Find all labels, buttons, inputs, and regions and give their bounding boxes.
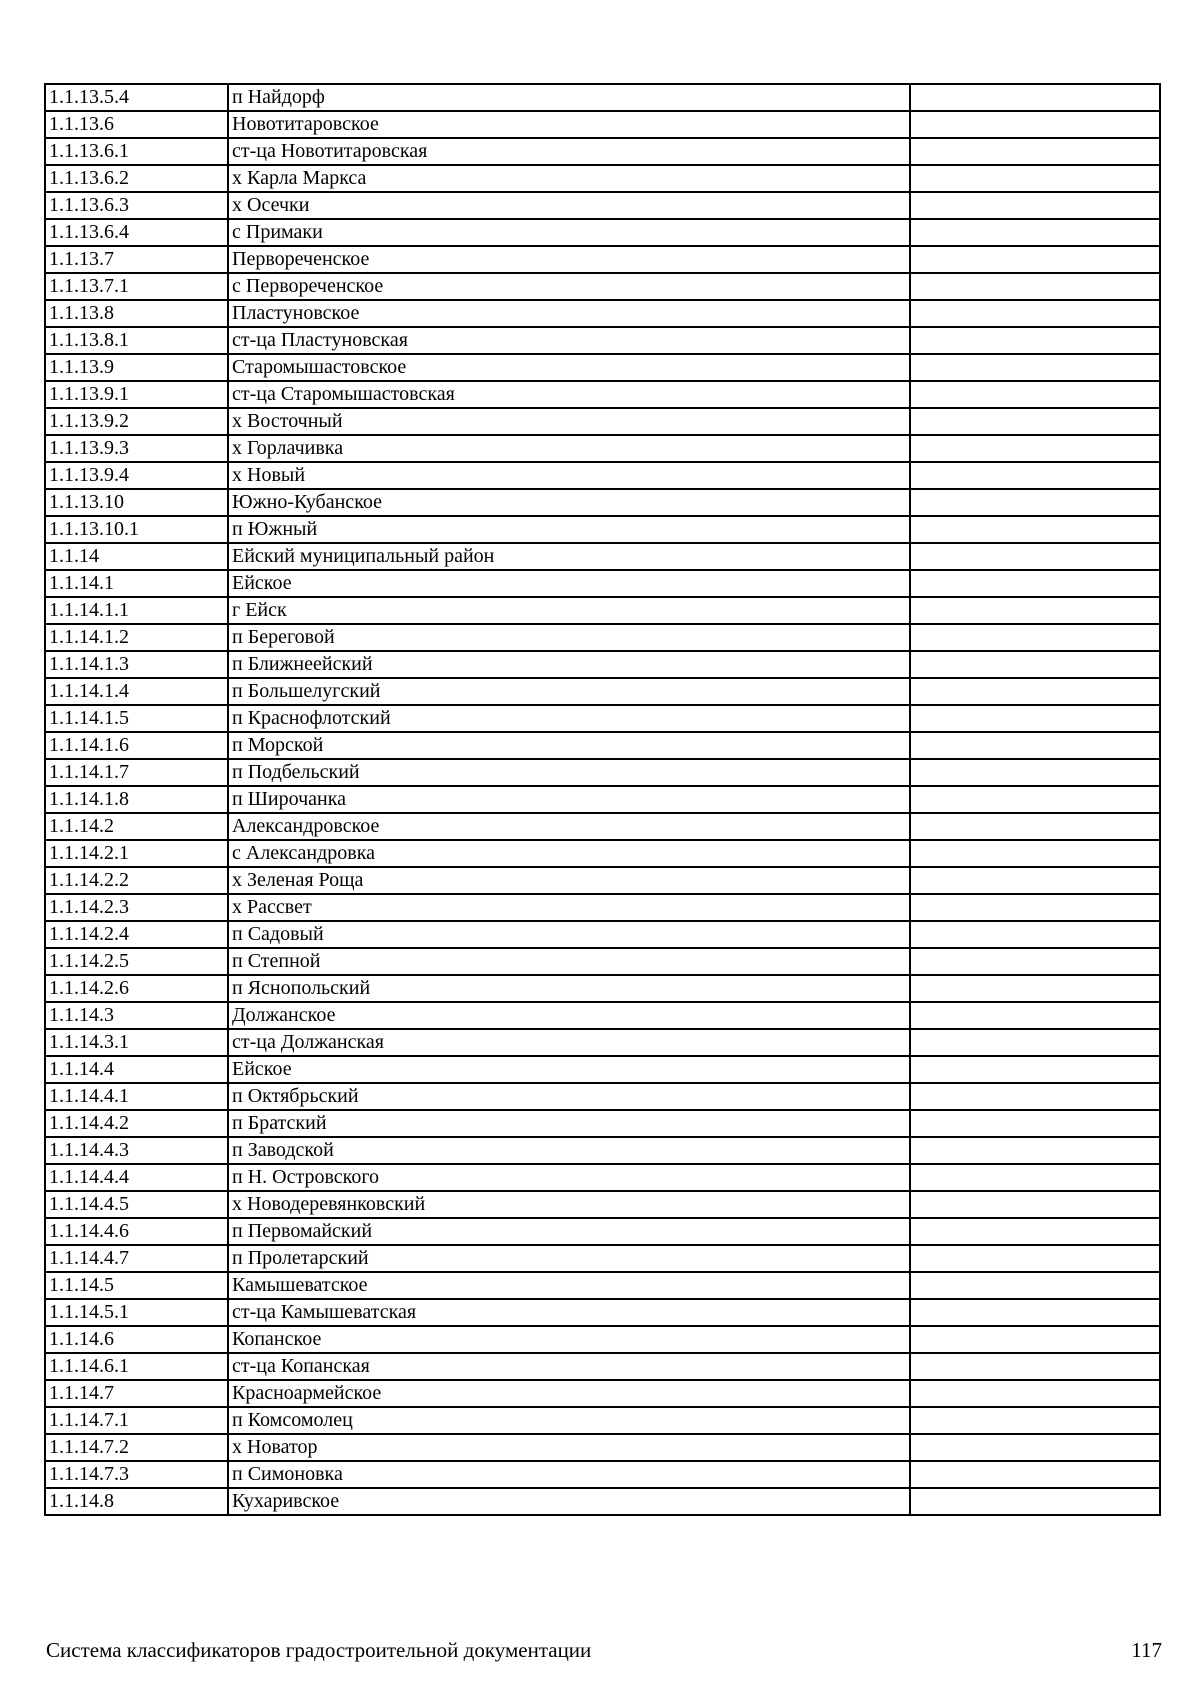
table-row — [45, 327, 1160, 354]
classifier-code-cell: 1.1.14.2.2 — [45, 867, 228, 894]
table-row — [45, 732, 1160, 759]
empty-cell — [910, 1056, 1160, 1083]
table-row — [45, 1434, 1160, 1461]
table-row — [45, 678, 1160, 705]
empty-cell — [910, 786, 1160, 813]
table-row — [45, 165, 1160, 192]
empty-cell — [910, 1137, 1160, 1164]
classifier-code-cell: 1.1.14.6 — [45, 1326, 228, 1353]
empty-cell — [910, 1461, 1160, 1488]
settlement-name-cell: ст-ца Новотитаровская — [228, 138, 910, 165]
table-row — [45, 1245, 1160, 1272]
settlement-name-cell: п Октябрьский — [228, 1083, 910, 1110]
empty-cell — [910, 1029, 1160, 1056]
empty-cell — [910, 192, 1160, 219]
settlement-name-cell: п Первомайский — [228, 1218, 910, 1245]
empty-cell — [910, 1272, 1160, 1299]
empty-cell — [910, 840, 1160, 867]
classifier-code-cell: 1.1.13.9.4 — [45, 462, 228, 489]
empty-cell — [910, 813, 1160, 840]
classifier-code-cell: 1.1.13.8 — [45, 300, 228, 327]
settlement-name-cell: п Заводской — [228, 1137, 910, 1164]
settlement-name-cell: Пластуновское — [228, 300, 910, 327]
settlement-name-cell: х Новатор — [228, 1434, 910, 1461]
empty-cell — [910, 1380, 1160, 1407]
classifier-code-cell: 1.1.14 — [45, 543, 228, 570]
table-row — [45, 1056, 1160, 1083]
settlement-name-cell: п Братский — [228, 1110, 910, 1137]
classifier-code-cell: 1.1.14.2.4 — [45, 921, 228, 948]
empty-cell — [910, 921, 1160, 948]
settlement-name-cell: п Найдорф — [228, 84, 910, 111]
settlement-name-cell: Ейский муниципальный район — [228, 543, 910, 570]
table-row — [45, 1299, 1160, 1326]
table-row — [45, 1407, 1160, 1434]
table-row — [45, 894, 1160, 921]
table-row — [45, 1002, 1160, 1029]
settlement-name-cell: с Первореченское — [228, 273, 910, 300]
classifier-code-cell: 1.1.14.3.1 — [45, 1029, 228, 1056]
empty-cell — [910, 300, 1160, 327]
classifier-code-cell: 1.1.14.4.6 — [45, 1218, 228, 1245]
empty-cell — [910, 1083, 1160, 1110]
empty-cell — [910, 489, 1160, 516]
settlement-name-cell: п Береговой — [228, 624, 910, 651]
empty-cell — [910, 1488, 1160, 1515]
classifier-code-cell: 1.1.13.6.4 — [45, 219, 228, 246]
settlement-name-cell: п Степной — [228, 948, 910, 975]
table-row — [45, 1272, 1160, 1299]
table-row — [45, 1353, 1160, 1380]
classifier-code-cell: 1.1.14.4.4 — [45, 1164, 228, 1191]
settlement-name-cell: п Подбельский — [228, 759, 910, 786]
classifier-code-cell: 1.1.13.7 — [45, 246, 228, 273]
empty-cell — [910, 894, 1160, 921]
settlement-name-cell: п Морской — [228, 732, 910, 759]
empty-cell — [910, 1110, 1160, 1137]
classifier-code-cell: 1.1.14.4.5 — [45, 1191, 228, 1218]
empty-cell — [910, 435, 1160, 462]
classifier-code-cell: 1.1.13.5.4 — [45, 84, 228, 111]
settlement-name-cell: х Осечки — [228, 192, 910, 219]
table-row — [45, 975, 1160, 1002]
classifier-code-cell: 1.1.14.7.2 — [45, 1434, 228, 1461]
empty-cell — [910, 867, 1160, 894]
empty-cell — [910, 570, 1160, 597]
empty-cell — [910, 624, 1160, 651]
settlement-name-cell: ст-ца Камышеватская — [228, 1299, 910, 1326]
table-row — [45, 1191, 1160, 1218]
table-row — [45, 516, 1160, 543]
settlement-name-cell: Южно-Кубанское — [228, 489, 910, 516]
table-row — [45, 138, 1160, 165]
table-row — [45, 570, 1160, 597]
empty-cell — [910, 1326, 1160, 1353]
classifier-code-cell: 1.1.14.7 — [45, 1380, 228, 1407]
table-row — [45, 435, 1160, 462]
empty-cell — [910, 1218, 1160, 1245]
empty-cell — [910, 732, 1160, 759]
page-number: 117 — [1131, 1638, 1162, 1662]
empty-cell — [910, 1434, 1160, 1461]
settlement-name-cell: х Восточный — [228, 408, 910, 435]
empty-cell — [910, 408, 1160, 435]
table-row — [45, 1137, 1160, 1164]
table-row — [45, 840, 1160, 867]
table-row — [45, 705, 1160, 732]
classifier-code-cell: 1.1.14.1.2 — [45, 624, 228, 651]
empty-cell — [910, 111, 1160, 138]
empty-cell — [910, 543, 1160, 570]
table-row — [45, 651, 1160, 678]
settlement-name-cell: ст-ца Старомышастовская — [228, 381, 910, 408]
empty-cell — [910, 975, 1160, 1002]
settlement-name-cell: Должанское — [228, 1002, 910, 1029]
classifier-code-cell: 1.1.14.1.3 — [45, 651, 228, 678]
table-row — [45, 597, 1160, 624]
table-row — [45, 921, 1160, 948]
classifier-code-cell: 1.1.14.1.6 — [45, 732, 228, 759]
classifier-code-cell: 1.1.14.2.1 — [45, 840, 228, 867]
settlement-name-cell: х Горлачивка — [228, 435, 910, 462]
table-row — [45, 1164, 1160, 1191]
classifier-code-cell: 1.1.13.7.1 — [45, 273, 228, 300]
settlement-name-cell: Новотитаровское — [228, 111, 910, 138]
table-row — [45, 948, 1160, 975]
classifier-code-cell: 1.1.13.9.2 — [45, 408, 228, 435]
empty-cell — [910, 1245, 1160, 1272]
table-row — [45, 489, 1160, 516]
classifier-code-cell: 1.1.14.1 — [45, 570, 228, 597]
table-row — [45, 759, 1160, 786]
empty-cell — [910, 1002, 1160, 1029]
settlement-name-cell: х Новый — [228, 462, 910, 489]
table-row — [45, 1488, 1160, 1515]
table-row — [45, 1380, 1160, 1407]
classifier-table — [44, 83, 1161, 1516]
table-row — [45, 246, 1160, 273]
table-row — [45, 1461, 1160, 1488]
classifier-code-cell: 1.1.14.1.8 — [45, 786, 228, 813]
classifier-code-cell: 1.1.13.6 — [45, 111, 228, 138]
empty-cell — [910, 354, 1160, 381]
empty-cell — [910, 273, 1160, 300]
empty-cell — [910, 1299, 1160, 1326]
empty-cell — [910, 651, 1160, 678]
classifier-code-cell: 1.1.14.1.4 — [45, 678, 228, 705]
table-row — [45, 1083, 1160, 1110]
empty-cell — [910, 219, 1160, 246]
settlement-name-cell: п Широчанка — [228, 786, 910, 813]
classifier-code-cell: 1.1.14.2 — [45, 813, 228, 840]
settlement-name-cell: ст-ца Пластуновская — [228, 327, 910, 354]
table-row — [45, 1029, 1160, 1056]
classifier-code-cell: 1.1.14.4.3 — [45, 1137, 228, 1164]
table-row — [45, 543, 1160, 570]
classifier-code-cell: 1.1.14.2.3 — [45, 894, 228, 921]
table-row — [45, 1326, 1160, 1353]
settlement-name-cell: п Садовый — [228, 921, 910, 948]
settlement-name-cell: х Новодеревянковский — [228, 1191, 910, 1218]
empty-cell — [910, 138, 1160, 165]
settlement-name-cell: п Комсомолец — [228, 1407, 910, 1434]
table-row — [45, 462, 1160, 489]
classifier-code-cell: 1.1.13.9.1 — [45, 381, 228, 408]
settlement-name-cell: ст-ца Копанская — [228, 1353, 910, 1380]
empty-cell — [910, 1353, 1160, 1380]
settlement-name-cell: х Зеленая Роща — [228, 867, 910, 894]
empty-cell — [910, 84, 1160, 111]
settlement-name-cell: п Ближнеейский — [228, 651, 910, 678]
classifier-code-cell: 1.1.13.8.1 — [45, 327, 228, 354]
classifier-code-cell: 1.1.14.1.1 — [45, 597, 228, 624]
classifier-code-cell: 1.1.14.1.7 — [45, 759, 228, 786]
classifier-code-cell: 1.1.14.5.1 — [45, 1299, 228, 1326]
classifier-code-cell: 1.1.14.7.1 — [45, 1407, 228, 1434]
classifier-code-cell: 1.1.13.10.1 — [45, 516, 228, 543]
table-row — [45, 219, 1160, 246]
settlement-name-cell: п Большелугский — [228, 678, 910, 705]
classifier-code-cell: 1.1.14.4.2 — [45, 1110, 228, 1137]
settlement-name-cell: п Южный — [228, 516, 910, 543]
classifier-code-cell: 1.1.13.6.3 — [45, 192, 228, 219]
table-row — [45, 867, 1160, 894]
table-row — [45, 273, 1160, 300]
classifier-code-cell: 1.1.13.9 — [45, 354, 228, 381]
settlement-name-cell: Копанское — [228, 1326, 910, 1353]
settlement-name-cell: п Яснопольский — [228, 975, 910, 1002]
empty-cell — [910, 1164, 1160, 1191]
settlement-name-cell: Первореченское — [228, 246, 910, 273]
empty-cell — [910, 327, 1160, 354]
table-row — [45, 624, 1160, 651]
settlement-name-cell: Ейское — [228, 570, 910, 597]
table-row — [45, 408, 1160, 435]
classifier-code-cell: 1.1.13.10 — [45, 489, 228, 516]
empty-cell — [910, 1191, 1160, 1218]
empty-cell — [910, 759, 1160, 786]
empty-cell — [910, 516, 1160, 543]
table-row — [45, 381, 1160, 408]
footer-title: Система классификаторов градостроительной документации — [46, 1638, 592, 1662]
empty-cell — [910, 165, 1160, 192]
settlement-name-cell: п Симоновка — [228, 1461, 910, 1488]
table-row — [45, 813, 1160, 840]
table-row — [45, 300, 1160, 327]
table-row — [45, 1110, 1160, 1137]
classifier-code-cell: 1.1.14.7.3 — [45, 1461, 228, 1488]
settlement-name-cell: Красноармейское — [228, 1380, 910, 1407]
settlement-name-cell: Александровское — [228, 813, 910, 840]
classifier-code-cell: 1.1.14.2.5 — [45, 948, 228, 975]
table-row — [45, 354, 1160, 381]
table-row — [45, 786, 1160, 813]
classifier-code-cell: 1.1.13.6.2 — [45, 165, 228, 192]
empty-cell — [910, 381, 1160, 408]
settlement-name-cell: п Краснофлотский — [228, 705, 910, 732]
classifier-code-cell: 1.1.14.4.1 — [45, 1083, 228, 1110]
settlement-name-cell: Ейское — [228, 1056, 910, 1083]
empty-cell — [910, 1407, 1160, 1434]
settlement-name-cell: г Ейск — [228, 597, 910, 624]
empty-cell — [910, 462, 1160, 489]
classifier-code-cell: 1.1.14.5 — [45, 1272, 228, 1299]
table-row — [45, 84, 1160, 111]
settlement-name-cell: Старомышастовское — [228, 354, 910, 381]
classifier-code-cell: 1.1.14.4 — [45, 1056, 228, 1083]
classifier-code-cell: 1.1.13.6.1 — [45, 138, 228, 165]
settlement-name-cell: с Примаки — [228, 219, 910, 246]
settlement-name-cell: п Пролетарский — [228, 1245, 910, 1272]
settlement-name-cell: с Александровка — [228, 840, 910, 867]
classifier-code-cell: 1.1.14.1.5 — [45, 705, 228, 732]
classifier-code-cell: 1.1.14.6.1 — [45, 1353, 228, 1380]
settlement-name-cell: Кухаривское — [228, 1488, 910, 1515]
settlement-name-cell: Камышеватское — [228, 1272, 910, 1299]
classifier-code-cell: 1.1.14.3 — [45, 1002, 228, 1029]
settlement-name-cell: х Карла Маркса — [228, 165, 910, 192]
empty-cell — [910, 948, 1160, 975]
settlement-name-cell: п Н. Островского — [228, 1164, 910, 1191]
classifier-code-cell: 1.1.13.9.3 — [45, 435, 228, 462]
empty-cell — [910, 597, 1160, 624]
table-row — [45, 111, 1160, 138]
settlement-name-cell: ст-ца Должанская — [228, 1029, 910, 1056]
empty-cell — [910, 705, 1160, 732]
classifier-code-cell: 1.1.14.8 — [45, 1488, 228, 1515]
classifier-table-body — [45, 84, 1160, 1515]
classifier-code-cell: 1.1.14.2.6 — [45, 975, 228, 1002]
empty-cell — [910, 678, 1160, 705]
classifier-code-cell: 1.1.14.4.7 — [45, 1245, 228, 1272]
empty-cell — [910, 246, 1160, 273]
settlement-name-cell: х Рассвет — [228, 894, 910, 921]
table-row — [45, 192, 1160, 219]
table-row — [45, 1218, 1160, 1245]
